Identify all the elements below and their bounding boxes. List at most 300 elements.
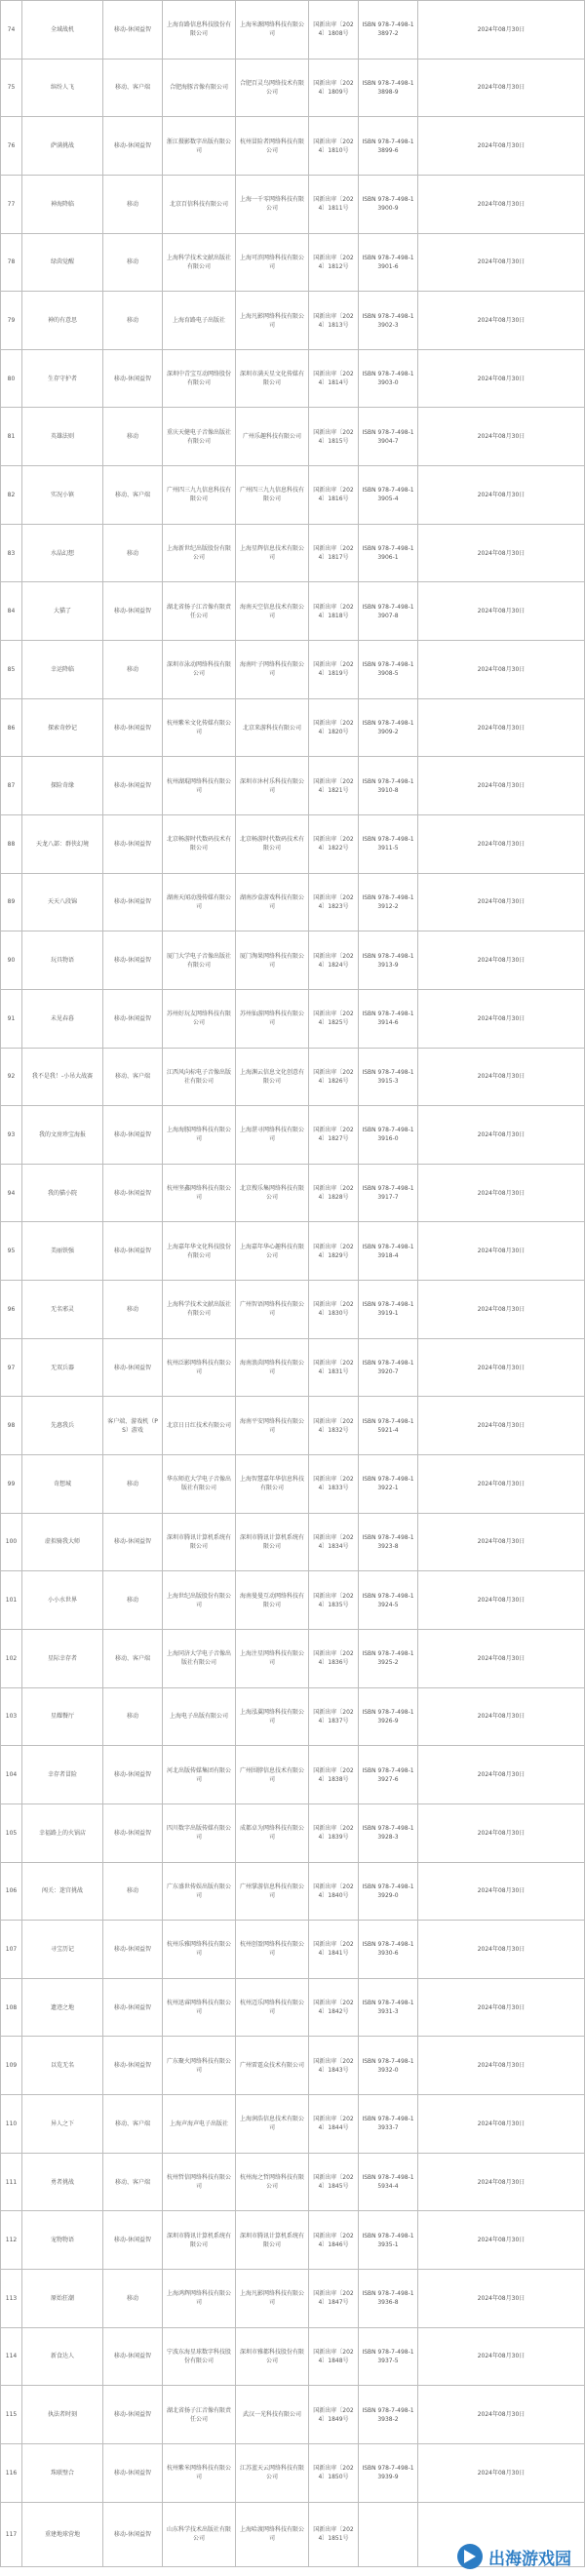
cell-category: 移动 bbox=[103, 1455, 163, 1514]
cell-date: 2024年08月30日 bbox=[418, 1, 585, 59]
cell-category: 移动-休闲益智 bbox=[103, 2443, 163, 2502]
cell-approval-number: 国新出审〔2024〕1845号 bbox=[309, 2153, 359, 2211]
cell-approval-number: 国新出审〔2024〕1842号 bbox=[309, 1978, 359, 2037]
cell-operator: 上海智慧嘉年华信息科技有限公司 bbox=[236, 1455, 309, 1514]
cell-publisher: 广东聚火网络科技有限公司 bbox=[163, 2037, 236, 2095]
table-row bbox=[1, 1571, 585, 1630]
cell-operator: 深圳市沐村乐科技有限公司 bbox=[236, 757, 309, 815]
cell-operator: 上海润浩信息技术有限公司 bbox=[236, 2095, 309, 2154]
cell-isbn: ISBN 978-7-498-13916-0 bbox=[359, 1106, 418, 1165]
cell-operator: 成都卓为网络科技有限公司 bbox=[236, 1803, 309, 1862]
cell-number: 85 bbox=[1, 641, 22, 699]
table-row bbox=[1, 2386, 585, 2444]
cell-number: 105 bbox=[1, 1803, 22, 1862]
cell-number: 74 bbox=[1, 1, 22, 59]
cell-number: 104 bbox=[1, 1746, 22, 1804]
cell-publisher: 深圳市泳动网络科技有限公司 bbox=[163, 641, 236, 699]
cell-operator: 武汉一光科技有限公司 bbox=[236, 2386, 309, 2444]
cell-approval-number: 国新出审〔2024〕1840号 bbox=[309, 1862, 359, 1921]
cell-category: 移动-休闲益智 bbox=[103, 1978, 163, 2037]
cell-game-name: 重建地球营地 bbox=[22, 2502, 103, 2566]
cell-publisher: 上海嘉年华文化科技股份有限公司 bbox=[163, 1222, 236, 1281]
cell-category: 移动-休闲益智 bbox=[103, 931, 163, 990]
cell-date: 2024年08月30日 bbox=[418, 408, 585, 466]
cell-isbn: ISBN 978-7-498-13900-9 bbox=[359, 175, 418, 233]
cell-isbn: ISBN 978-7-498-13912-2 bbox=[359, 873, 418, 931]
cell-approval-number: 国新出审〔2024〕1821号 bbox=[309, 757, 359, 815]
table-row bbox=[1, 59, 585, 117]
cell-isbn: ISBN 978-7-498-13929-0 bbox=[359, 1862, 418, 1921]
cell-operator: 海南平安网络科技有限公司 bbox=[236, 1397, 309, 1455]
cell-operator: 杭州冒险者网络科技有限公司 bbox=[236, 117, 309, 176]
cell-publisher: 深圳市腾讯计算机系统有限公司 bbox=[163, 2211, 236, 2270]
cell-operator: 上海哈渡网络科技有限公司 bbox=[236, 2502, 309, 2566]
cell-number: 102 bbox=[1, 1629, 22, 1687]
cell-approval-number: 国新出审〔2024〕1848号 bbox=[309, 2327, 359, 2386]
approval-table-body bbox=[1, 1, 585, 2567]
cell-number: 101 bbox=[1, 1571, 22, 1630]
cell-publisher: 四川数字出版传媒有限公司 bbox=[163, 1803, 236, 1862]
cell-category: 移动 bbox=[103, 2269, 163, 2327]
cell-approval-number: 国新出审〔2024〕1839号 bbox=[309, 1803, 359, 1862]
cell-game-name: 珠联璧合 bbox=[22, 2443, 103, 2502]
cell-approval-number: 国新出审〔2024〕1844号 bbox=[309, 2095, 359, 2154]
cell-publisher: 上海科学技术文献出版社有限公司 bbox=[163, 233, 236, 292]
cell-number: 106 bbox=[1, 1862, 22, 1921]
cell-category: 移动-休闲益智 bbox=[103, 1803, 163, 1862]
cell-publisher: 湖北省扬子江音像有限责任公司 bbox=[163, 582, 236, 641]
cell-approval-number: 国新出审〔2024〕1826号 bbox=[309, 1048, 359, 1106]
cell-isbn: ISBN 978-7-498-13939-9 bbox=[359, 2443, 418, 2502]
cell-category: 移动 bbox=[103, 233, 163, 292]
cell-game-name: 我不是我！-小吊大战赛 bbox=[22, 1048, 103, 1106]
table-row bbox=[1, 175, 585, 233]
cell-approval-number: 国新出审〔2024〕1825号 bbox=[309, 989, 359, 1048]
cell-number: 108 bbox=[1, 1978, 22, 2037]
cell-number: 78 bbox=[1, 233, 22, 292]
cell-approval-number: 国新出审〔2024〕1812号 bbox=[309, 233, 359, 292]
cell-operator: 深圳市满天星文化传媒有限公司 bbox=[236, 349, 309, 408]
cell-date: 2024年08月30日 bbox=[418, 1048, 585, 1106]
cell-game-name: 实况小镇 bbox=[22, 466, 103, 525]
cell-publisher: 杭州哲信网络科技有限公司 bbox=[163, 2153, 236, 2211]
cell-operator: 广州四三九九信息科技有限公司 bbox=[236, 466, 309, 525]
cell-operator: 上海凡影网络科技有限公司 bbox=[236, 292, 309, 350]
play-logo-icon bbox=[457, 2544, 483, 2569]
cell-date: 2024年08月30日 bbox=[418, 2269, 585, 2327]
cell-publisher: 湖南天闻动漫传媒有限公司 bbox=[163, 873, 236, 931]
cell-number: 97 bbox=[1, 1338, 22, 1397]
cell-game-name: 奇想城 bbox=[22, 1455, 103, 1514]
cell-operator: 湖南沙盒游戏科技有限公司 bbox=[236, 873, 309, 931]
cell-isbn: ISBN 978-7-498-13908-5 bbox=[359, 641, 418, 699]
cell-number: 95 bbox=[1, 1222, 22, 1281]
table-row bbox=[1, 2037, 585, 2095]
cell-publisher: 上海世纪出版股份有限公司 bbox=[163, 1571, 236, 1630]
table-row bbox=[1, 117, 585, 176]
cell-date: 2024年08月30日 bbox=[418, 1455, 585, 1514]
cell-operator: 上海嘉年华心趣科技有限公司 bbox=[236, 1222, 309, 1281]
cell-publisher: 杭州紫米文化传媒有限公司 bbox=[163, 698, 236, 757]
cell-category: 移动-休闲益智 bbox=[103, 757, 163, 815]
cell-operator: 杭州海之哲网络科技有限公司 bbox=[236, 2153, 309, 2211]
cell-game-name: 英雄法则 bbox=[22, 408, 103, 466]
cell-isbn: ISBN 978-7-498-13904-7 bbox=[359, 408, 418, 466]
cell-publisher: 厦门大学电子音像出版社有限公司 bbox=[163, 931, 236, 990]
table-row bbox=[1, 1338, 585, 1397]
cell-isbn: ISBN 978-7-498-13936-8 bbox=[359, 2269, 418, 2327]
cell-approval-number: 国新出审〔2024〕1827号 bbox=[309, 1106, 359, 1165]
cell-number: 99 bbox=[1, 1455, 22, 1514]
cell-game-name: 缤纷人飞 bbox=[22, 59, 103, 117]
cell-publisher: 上海鸿辉网络科技有限公司 bbox=[163, 2269, 236, 2327]
cell-number: 89 bbox=[1, 873, 22, 931]
table-row bbox=[1, 466, 585, 525]
cell-number: 98 bbox=[1, 1397, 22, 1455]
cell-isbn: ISBN 978-7-498-15934-4 bbox=[359, 2153, 418, 2211]
cell-number: 80 bbox=[1, 349, 22, 408]
table-row bbox=[1, 2095, 585, 2154]
cell-approval-number: 国新出审〔2024〕1834号 bbox=[309, 1513, 359, 1571]
cell-date: 2024年08月30日 bbox=[418, 1397, 585, 1455]
cell-isbn: ISBN 978-7-498-13923-8 bbox=[359, 1513, 418, 1571]
cell-number: 107 bbox=[1, 1921, 22, 1979]
cell-game-name: 天天八段锦 bbox=[22, 873, 103, 931]
cell-game-name: 幸运降临 bbox=[22, 641, 103, 699]
cell-game-name: 绿茵觉醒 bbox=[22, 233, 103, 292]
cell-category: 移动-休闲益智 bbox=[103, 873, 163, 931]
cell-approval-number: 国新出审〔2024〕1822号 bbox=[309, 814, 359, 873]
cell-game-name: 水晶幻想 bbox=[22, 524, 103, 582]
table-row bbox=[1, 292, 585, 350]
cell-operator: 广州智语网络科技有限公司 bbox=[236, 1281, 309, 1339]
cell-approval-number: 国新出审〔2024〕1850号 bbox=[309, 2443, 359, 2502]
cell-isbn: ISBN 978-7-498-13910-8 bbox=[359, 757, 418, 815]
cell-game-name: 玩具物语 bbox=[22, 931, 103, 990]
table-row bbox=[1, 2211, 585, 2270]
cell-date: 2024年08月30日 bbox=[418, 117, 585, 176]
cell-number: 79 bbox=[1, 292, 22, 350]
cell-category: 移动 bbox=[103, 1281, 163, 1339]
cell-publisher: 上海同济大学电子音像出版社有限公司 bbox=[163, 1629, 236, 1687]
cell-approval-number: 国新出审〔2024〕1847号 bbox=[309, 2269, 359, 2327]
cell-number: 94 bbox=[1, 1164, 22, 1222]
cell-operator: 杭州创盈网络科技有限公司 bbox=[236, 1921, 309, 1979]
cell-approval-number: 国新出审〔2024〕1837号 bbox=[309, 1687, 359, 1746]
cell-date: 2024年08月30日 bbox=[418, 1338, 585, 1397]
cell-operator: 海南浪茵网络科技有限公司 bbox=[236, 1338, 309, 1397]
cell-approval-number: 国新出审〔2024〕1824号 bbox=[309, 931, 359, 990]
cell-operator: 上海凡影网络科技有限公司 bbox=[236, 2269, 309, 2327]
cell-approval-number: 国新出审〔2024〕1823号 bbox=[309, 873, 359, 931]
table-row bbox=[1, 524, 585, 582]
table-row bbox=[1, 814, 585, 873]
cell-category: 移动、客户端 bbox=[103, 466, 163, 525]
cell-category: 移动-休闲益智 bbox=[103, 1222, 163, 1281]
cell-isbn: ISBN 978-7-498-13907-8 bbox=[359, 582, 418, 641]
table-row bbox=[1, 1513, 585, 1571]
cell-approval-number: 国新出审〔2024〕1828号 bbox=[309, 1164, 359, 1222]
cell-number: 76 bbox=[1, 117, 22, 176]
cell-game-name: 无双兵器 bbox=[22, 1338, 103, 1397]
cell-publisher: 广东盛世传娱出版有限公司 bbox=[163, 1862, 236, 1921]
cell-category: 移动、客户端 bbox=[103, 2095, 163, 2154]
cell-game-name: 探索奇妙记 bbox=[22, 698, 103, 757]
cell-category: 移动 bbox=[103, 175, 163, 233]
cell-game-name: 全域战机 bbox=[22, 1, 103, 59]
cell-date: 2024年08月30日 bbox=[418, 466, 585, 525]
cell-date: 2024年08月30日 bbox=[418, 2443, 585, 2502]
cell-approval-number: 国新出审〔2024〕1811号 bbox=[309, 175, 359, 233]
cell-category: 移动 bbox=[103, 1571, 163, 1630]
cell-operator: 北京来游科技有限公司 bbox=[236, 698, 309, 757]
cell-game-name: 虚拟骑我大师 bbox=[22, 1513, 103, 1571]
cell-operator: 苏州仙游网络科技有限公司 bbox=[236, 989, 309, 1048]
cell-category: 移动、客户端 bbox=[103, 59, 163, 117]
cell-number: 112 bbox=[1, 2211, 22, 2270]
cell-isbn: ISBN 978-7-498-13913-9 bbox=[359, 931, 418, 990]
cell-publisher: 山东科学技术出版社有限公司 bbox=[163, 2502, 236, 2566]
cell-isbn: ISBN 978-7-498-13902-3 bbox=[359, 292, 418, 350]
cell-publisher: 宁波东海星球数字科技股份有限公司 bbox=[163, 2327, 236, 2386]
cell-publisher: 北京日日红技术有限公司 bbox=[163, 1397, 236, 1455]
cell-isbn: ISBN 978-7-498-13937-5 bbox=[359, 2327, 418, 2386]
table-row bbox=[1, 698, 585, 757]
cell-approval-number: 国新出审〔2024〕1820号 bbox=[309, 698, 359, 757]
cell-game-name: 未见春暮 bbox=[22, 989, 103, 1048]
cell-operator: 合肥百灵鸟网络技术有限公司 bbox=[236, 59, 309, 117]
cell-game-name: 无名邪灵 bbox=[22, 1281, 103, 1339]
cell-approval-number: 国新出审〔2024〕1829号 bbox=[309, 1222, 359, 1281]
cell-date: 2024年08月30日 bbox=[418, 1164, 585, 1222]
table-row bbox=[1, 233, 585, 292]
cell-date: 2024年08月30日 bbox=[418, 1687, 585, 1746]
cell-date: 2024年08月30日 bbox=[418, 2327, 585, 2386]
cell-date: 2024年08月30日 bbox=[418, 757, 585, 815]
cell-approval-number: 国新出审〔2024〕1838号 bbox=[309, 1746, 359, 1804]
cell-isbn: ISBN 978-7-498-13930-6 bbox=[359, 1921, 418, 1979]
cell-number: 86 bbox=[1, 698, 22, 757]
cell-category: 移动-休闲益智 bbox=[103, 1164, 163, 1222]
cell-category: 移动-休闲益智 bbox=[103, 2327, 163, 2386]
cell-approval-number: 国新出审〔2024〕1814号 bbox=[309, 349, 359, 408]
cell-category: 客户端、游戏机（PS）游戏 bbox=[103, 1397, 163, 1455]
cell-date: 2024年08月30日 bbox=[418, 2386, 585, 2444]
cell-category: 移动-休闲益智 bbox=[103, 1338, 163, 1397]
table-row bbox=[1, 2327, 585, 2386]
cell-category: 移动-休闲益智 bbox=[103, 582, 163, 641]
cell-operator: 上海渊云信息文化创意有限公司 bbox=[236, 1048, 309, 1106]
cell-approval-number: 国新出审〔2024〕1830号 bbox=[309, 1281, 359, 1339]
cell-publisher: 苏州好玩友网络科技有限公司 bbox=[163, 989, 236, 1048]
cell-operator: 广州雷霆众技术有限公司 bbox=[236, 2037, 309, 2095]
cell-date: 2024年08月30日 bbox=[418, 2153, 585, 2211]
cell-date: 2024年08月30日 bbox=[418, 1921, 585, 1979]
cell-publisher: 重庆天健电子音像出版社有限公司 bbox=[163, 408, 236, 466]
cell-number: 117 bbox=[1, 2502, 22, 2566]
table-row bbox=[1, 1687, 585, 1746]
cell-category: 移动-休闲益智 bbox=[103, 2211, 163, 2270]
cell-number: 88 bbox=[1, 814, 22, 873]
cell-date: 2024年08月30日 bbox=[418, 292, 585, 350]
cell-category: 移动-休闲益智 bbox=[103, 117, 163, 176]
cell-number: 114 bbox=[1, 2327, 22, 2386]
cell-category: 移动-休闲益智 bbox=[103, 989, 163, 1048]
cell-operator: 江苏蓝天云网络科技有限公司 bbox=[236, 2443, 309, 2502]
cell-approval-number: 国新出审〔2024〕1817号 bbox=[309, 524, 359, 582]
cell-approval-number: 国新出审〔2024〕1833号 bbox=[309, 1455, 359, 1514]
table-row bbox=[1, 989, 585, 1048]
cell-operator: 厦门淘果网络科技有限公司 bbox=[236, 931, 309, 990]
cell-isbn: ISBN 978-7-498-13903-0 bbox=[359, 349, 418, 408]
cell-category: 移动-休闲益智 bbox=[103, 2386, 163, 2444]
cell-isbn: ISBN 978-7-498-13935-1 bbox=[359, 2211, 418, 2270]
table-row bbox=[1, 1164, 585, 1222]
cell-isbn: ISBN 978-7-498-13920-7 bbox=[359, 1338, 418, 1397]
cell-game-name: 幸福路上的火锅店 bbox=[22, 1803, 103, 1862]
cell-isbn: ISBN 978-7-498-15921-4 bbox=[359, 1397, 418, 1455]
cell-approval-number: 国新出审〔2024〕1810号 bbox=[309, 117, 359, 176]
cell-isbn: ISBN 978-7-498-13917-7 bbox=[359, 1164, 418, 1222]
cell-publisher: 上海声海声电子出版社 bbox=[163, 2095, 236, 2154]
table-row bbox=[1, 582, 585, 641]
cell-operator: 海南天空信息技术有限公司 bbox=[236, 582, 309, 641]
cell-category: 移动-休闲益智 bbox=[103, 1106, 163, 1165]
cell-operator: 上海可滨网络科技有限公司 bbox=[236, 233, 309, 292]
cell-game-name: 宠物物语 bbox=[22, 2211, 103, 2270]
cell-operator: 深圳市腾讯计算机系统有限公司 bbox=[236, 2211, 309, 2270]
cell-isbn: ISBN 978-7-498-13931-3 bbox=[359, 1978, 418, 2037]
table-row bbox=[1, 408, 585, 466]
table-row bbox=[1, 1, 585, 59]
cell-isbn: ISBN 978-7-498-13914-6 bbox=[359, 989, 418, 1048]
cell-publisher: 浙江摄影数字出版有限公司 bbox=[163, 117, 236, 176]
cell-approval-number: 国新出审〔2024〕1813号 bbox=[309, 292, 359, 350]
cell-publisher: 杭州湖琨网络科技有限公司 bbox=[163, 757, 236, 815]
cell-number: 96 bbox=[1, 1281, 22, 1339]
table-row bbox=[1, 2269, 585, 2327]
table-row bbox=[1, 1455, 585, 1514]
cell-approval-number: 国新出审〔2024〕1846号 bbox=[309, 2211, 359, 2270]
table-row bbox=[1, 931, 585, 990]
cell-publisher: 杭州乐雅网络科技有限公司 bbox=[163, 1921, 236, 1979]
cell-publisher: 杭州泛影网络科技有限公司 bbox=[163, 1338, 236, 1397]
cell-isbn: ISBN 978-7-498-13915-3 bbox=[359, 1048, 418, 1106]
cell-publisher: 北京百信科技有限公司 bbox=[163, 175, 236, 233]
cell-isbn: ISBN 978-7-498-13927-6 bbox=[359, 1746, 418, 1804]
cell-game-name: 天龙八部：群侠幻境 bbox=[22, 814, 103, 873]
cell-approval-number: 国新出审〔2024〕1836号 bbox=[309, 1629, 359, 1687]
cell-game-name: 大猫了 bbox=[22, 582, 103, 641]
cell-publisher: 上海电子出版有限公司 bbox=[163, 1687, 236, 1746]
cell-date: 2024年08月30日 bbox=[418, 524, 585, 582]
cell-game-name: 先惠我兵 bbox=[22, 1397, 103, 1455]
cell-publisher: 上海科学技术文献出版社有限公司 bbox=[163, 1281, 236, 1339]
cell-number: 87 bbox=[1, 757, 22, 815]
table-row bbox=[1, 1921, 585, 1979]
cell-game-name: 勇者挑战 bbox=[22, 2153, 103, 2211]
cell-category: 移动-休闲益智 bbox=[103, 1513, 163, 1571]
cell-date: 2024年08月30日 bbox=[418, 1629, 585, 1687]
cell-publisher: 上海育路信息科技股份有限公司 bbox=[163, 1, 236, 59]
cell-game-name: 我的文房珍宝海报 bbox=[22, 1106, 103, 1165]
cell-number: 82 bbox=[1, 466, 22, 525]
cell-date: 2024年08月30日 bbox=[418, 989, 585, 1048]
cell-isbn: ISBN 978-7-498-13901-6 bbox=[359, 233, 418, 292]
table-row bbox=[1, 873, 585, 931]
cell-isbn: ISBN 978-7-498-13938-2 bbox=[359, 2386, 418, 2444]
cell-game-name: 星耀餐厅 bbox=[22, 1687, 103, 1746]
cell-date: 2024年08月30日 bbox=[418, 582, 585, 641]
cell-category: 移动-休闲益智 bbox=[103, 2502, 163, 2566]
cell-category: 移动-休闲益智 bbox=[103, 1921, 163, 1979]
cell-number: 103 bbox=[1, 1687, 22, 1746]
table-row bbox=[1, 1281, 585, 1339]
cell-game-name: 美丽铁强 bbox=[22, 1222, 103, 1281]
cell-category: 移动、客户端 bbox=[103, 1048, 163, 1106]
cell-category: 移动、客户端 bbox=[103, 1629, 163, 1687]
cell-game-name: 异人之下 bbox=[22, 2095, 103, 2154]
cell-approval-number: 国新出审〔2024〕1808号 bbox=[309, 1, 359, 59]
cell-isbn: ISBN 978-7-498-13909-2 bbox=[359, 698, 418, 757]
cell-approval-number: 国新出审〔2024〕1851号 bbox=[309, 2502, 359, 2566]
cell-number: 75 bbox=[1, 59, 22, 117]
table-row bbox=[1, 1746, 585, 1804]
cell-number: 116 bbox=[1, 2443, 22, 2502]
cell-date: 2024年08月30日 bbox=[418, 1571, 585, 1630]
cell-date: 2024年08月30日 bbox=[418, 873, 585, 931]
cell-category: 移动 bbox=[103, 408, 163, 466]
cell-isbn: ISBN 978-7-498-13897-2 bbox=[359, 1, 418, 59]
brand-name: 出海游戏园 bbox=[488, 2549, 571, 2569]
cell-operator: 广州乐趣科技有限公司 bbox=[236, 408, 309, 466]
cell-publisher: 杭州紫米网络科技有限公司 bbox=[163, 2443, 236, 2502]
cell-game-name: 闯关：迷宫挑战 bbox=[22, 1862, 103, 1921]
cell-game-name: 幸存者冒险 bbox=[22, 1746, 103, 1804]
cell-operator: 上海湛寻网络科技有限公司 bbox=[236, 1106, 309, 1165]
cell-game-name: 以览无名 bbox=[22, 2037, 103, 2095]
cell-game-name: 生存守护者 bbox=[22, 349, 103, 408]
cell-category: 移动 bbox=[103, 1862, 163, 1921]
cell-publisher: 深圳市腾讯计算机系统有限公司 bbox=[163, 1513, 236, 1571]
cell-approval-number: 国新出审〔2024〕1818号 bbox=[309, 582, 359, 641]
cell-isbn: ISBN 978-7-498-13911-5 bbox=[359, 814, 418, 873]
cell-date: 2024年08月30日 bbox=[418, 1281, 585, 1339]
cell-category: 移动-休闲益智 bbox=[103, 1, 163, 59]
cell-game-name: 神海降临 bbox=[22, 175, 103, 233]
cell-category: 移动-休闲益智 bbox=[103, 349, 163, 408]
cell-category: 移动-休闲益智 bbox=[103, 698, 163, 757]
cell-date: 2024年08月30日 bbox=[418, 1106, 585, 1165]
cell-publisher: 江西风向标电子音像出版社有限公司 bbox=[163, 1048, 236, 1106]
cell-publisher: 河北出版传媒集团有限公司 bbox=[163, 1746, 236, 1804]
cell-publisher: 深圳中青宝互动网络股份有限公司 bbox=[163, 349, 236, 408]
table-row bbox=[1, 349, 585, 408]
cell-date: 2024年08月30日 bbox=[418, 2095, 585, 2154]
cell-game-name: 原始狂潮 bbox=[22, 2269, 103, 2327]
table-row bbox=[1, 757, 585, 815]
cell-isbn: ISBN 978-7-498-13926-9 bbox=[359, 1687, 418, 1746]
cell-number: 84 bbox=[1, 582, 22, 641]
cell-isbn: ISBN 978-7-498-13933-7 bbox=[359, 2095, 418, 2154]
table-row bbox=[1, 641, 585, 699]
cell-date: 2024年08月30日 bbox=[418, 1513, 585, 1571]
cell-date: 2024年08月30日 bbox=[418, 175, 585, 233]
cell-publisher: 北京畅游时代数码技术有限公司 bbox=[163, 814, 236, 873]
cell-approval-number: 国新出审〔2024〕1819号 bbox=[309, 641, 359, 699]
cell-date: 2024年08月30日 bbox=[418, 931, 585, 990]
cell-isbn: ISBN 978-7-498-13906-1 bbox=[359, 524, 418, 582]
